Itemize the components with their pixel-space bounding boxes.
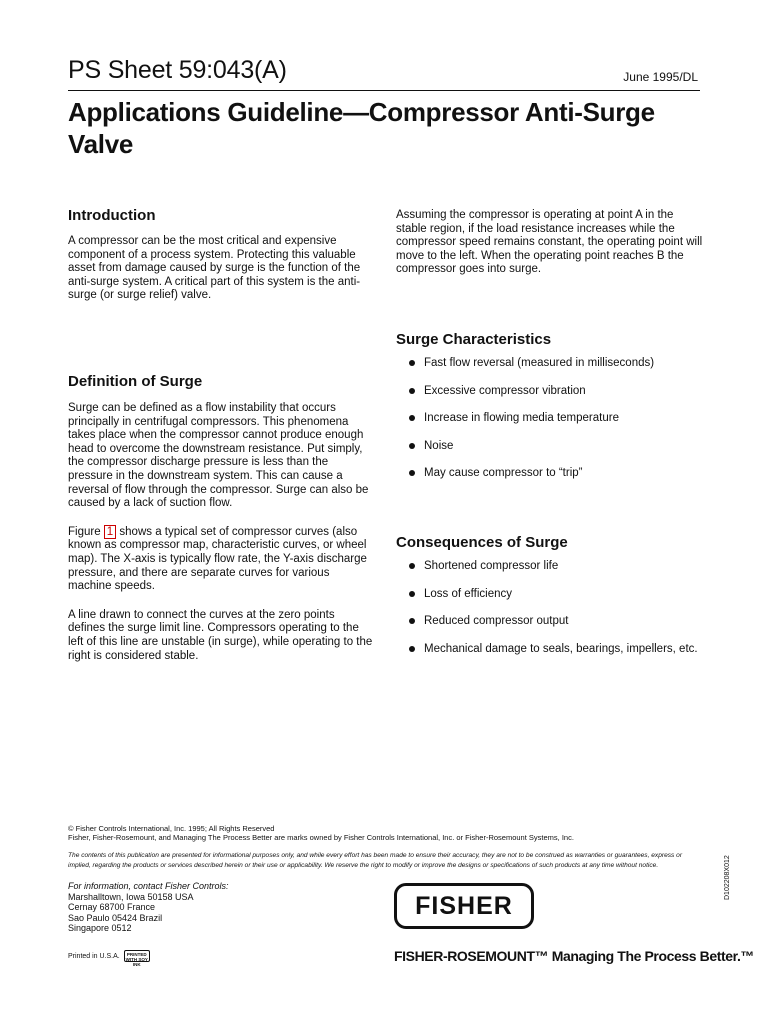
list-item bbox=[396, 411, 706, 439]
contact-lead: For information, contact Fisher Controls: bbox=[68, 881, 229, 891]
list-item bbox=[396, 439, 706, 467]
bullet-icon bbox=[409, 443, 415, 449]
list-item-text: Reduced compressor output bbox=[424, 615, 569, 627]
intro-heading: Introduction bbox=[68, 207, 156, 224]
definition-paragraph-2 bbox=[68, 526, 374, 594]
consequences-list bbox=[396, 559, 706, 642]
characteristics-list bbox=[396, 356, 706, 494]
list-item-text: Increase in flowing media temperature bbox=[424, 412, 619, 424]
list-item bbox=[396, 642, 706, 656]
bullet-icon bbox=[409, 591, 415, 597]
fisher-logo bbox=[394, 883, 534, 929]
trademark-notice: Fisher, Fisher-Rosemount, and Managing The Process Better are marks owned by Fisher Controls International, Inc. or Fisher-Rosemount Systems, Inc. bbox=[68, 833, 574, 842]
definition-paragraph-1: Surge can be defined as a flow instability that occurs principally in centrifugal compressors. This phenomena takes place when the compressor cannot produce enough head to overcome the downstream resistance. Put simply, the compressor discharge pressure is less than the pressure in the downstream system. This can cause a reversal of flow through the compressor. Surge can also be caused by a lack of suction flow. bbox=[68, 402, 369, 510]
consequences-heading: Consequences of Surge bbox=[396, 534, 568, 551]
list-item-text: Excessive compressor vibration bbox=[424, 384, 586, 397]
list-item bbox=[396, 614, 706, 642]
right-intro-paragraph bbox=[396, 209, 706, 277]
printed-text: Printed in U.S.A. bbox=[68, 952, 120, 960]
list-item-text: Shortened compressor life bbox=[424, 560, 559, 572]
intro-body: A compressor can be the most critical and expensive component of a process system. Protecting this valuable asset from damage caused by surge is the function of the anti-surge system. A critical part of this system is the anti-surge (or surge relief) valve. bbox=[68, 235, 361, 302]
list-item-text: May cause compressor to “trip” bbox=[424, 467, 583, 479]
contact-line: Cernay 68700 France bbox=[68, 902, 156, 912]
bullet-icon bbox=[409, 388, 415, 394]
list-item bbox=[396, 587, 706, 615]
definition-section bbox=[68, 373, 374, 663]
bullet-icon bbox=[409, 618, 415, 624]
bullet-icon bbox=[409, 563, 415, 569]
definition-paragraph-3: A line drawn to connect the curves at the zero points defines the surge limit line. Compressors operating to the left of this line are unstable (in surge), while operating to the right is considered stable. bbox=[68, 608, 373, 662]
header-rule bbox=[68, 90, 700, 91]
figure-1-link[interactable]: 1 bbox=[104, 525, 116, 539]
list-item bbox=[396, 466, 706, 494]
list-item-text: Mechanical damage to seals, bearings, impellers, etc. bbox=[424, 642, 698, 655]
legal-block bbox=[68, 824, 708, 842]
document-number: D102208X012 bbox=[724, 855, 731, 900]
brand-tagline: FISHER-ROSEMOUNT™ Managing The Process Better.™ bbox=[394, 948, 755, 964]
disclaimer: The contents of this publication are presented for informational purposes only, and while every effort has been made to ensure their accuracy, they are not to be construed as warranties or guarantees, express or implied, regarding the products or services described herein or their use or applicability. We reserve the right to modify or improve the designs or specifications of such products at any time without notice. bbox=[68, 852, 683, 869]
bullet-icon bbox=[409, 470, 415, 476]
definition-paragraph-2-rest: shows a typical set of compressor curves (also known as compressor map, characteristic curves, or wheel map). The X-axis is typically flow rate, the Y-axis discharge pressure, and there are separate curves for various machine speeds. bbox=[68, 525, 367, 593]
contact-line: Sao Paulo 05424 Brazil bbox=[68, 912, 163, 923]
printed-in-usa bbox=[68, 950, 150, 967]
fisher-logo-text: FISHER bbox=[415, 891, 513, 920]
sheet-id: PS Sheet 59:043(A) bbox=[68, 56, 287, 84]
list-item-text: Loss of efficiency bbox=[424, 587, 513, 600]
contact-line: Singapore 0512 bbox=[68, 923, 132, 933]
consequences-section bbox=[396, 534, 706, 656]
bullet-icon bbox=[409, 360, 415, 366]
list-item bbox=[396, 356, 706, 384]
intro-section bbox=[68, 207, 374, 303]
definition-paragraph-2-lead: Figure bbox=[68, 525, 104, 538]
list-item-text: Fast flow reversal (measured in milliseconds) bbox=[424, 357, 655, 369]
list-item bbox=[396, 384, 706, 412]
characteristics-section bbox=[396, 331, 706, 494]
soy-ink-icon: PRINTED WITH SOY INK bbox=[125, 952, 148, 967]
bullet-icon bbox=[409, 646, 415, 652]
bullet-icon bbox=[409, 415, 415, 421]
publication-date: June 1995/DL bbox=[623, 70, 698, 84]
contact-block bbox=[68, 881, 328, 934]
contact-line: Marshalltown, Iowa 50158 USA bbox=[68, 891, 194, 902]
definition-heading: Definition of Surge bbox=[68, 373, 203, 390]
characteristics-heading: Surge Characteristics bbox=[396, 331, 552, 348]
list-item-text: Noise bbox=[424, 439, 454, 452]
copyright-notice: © Fisher Controls International, Inc. 1995; All Rights Reserved bbox=[68, 824, 275, 833]
right-intro-text: Assuming the compressor is operating at point A in the stable region, if the load resistance increases while the compressor speed remains constant, the operating point will move to the left. When the operating point reaches B the compressor goes into surge. bbox=[396, 209, 703, 276]
page-title: Applications Guideline—Compressor Anti-Surge Valve bbox=[68, 97, 655, 159]
list-item bbox=[396, 559, 706, 587]
